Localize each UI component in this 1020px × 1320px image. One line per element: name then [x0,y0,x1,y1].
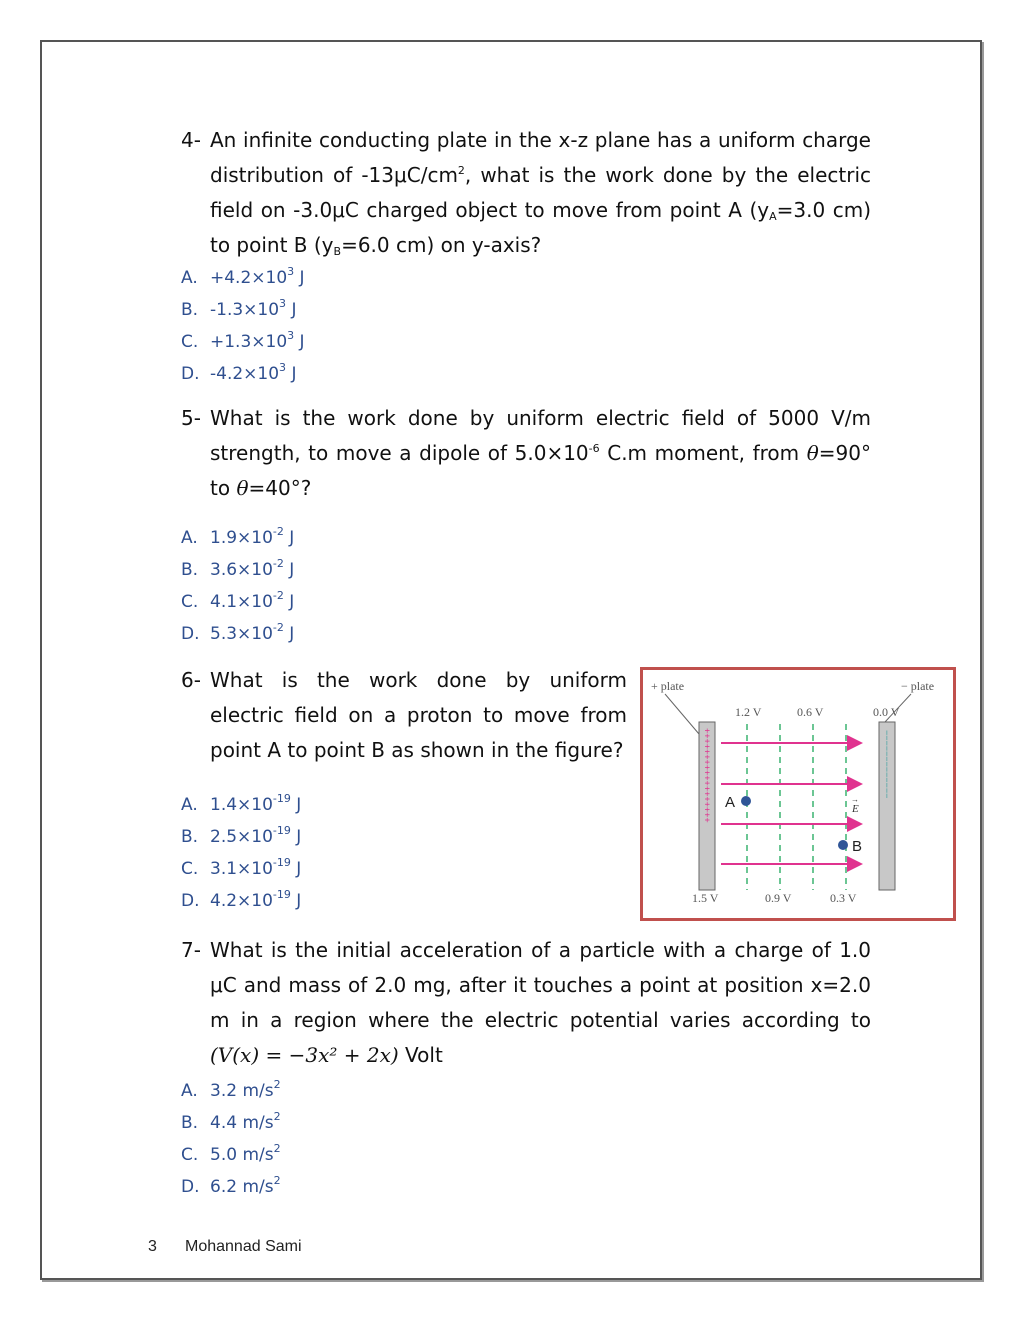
options-6 [181,789,301,917]
page-number: 3 [148,1238,157,1255]
option-a[interactable]: A. $+4.2\times 10^3$ J [181,265,305,288]
figure-svg [643,670,953,918]
plus-plate-label: + plate [651,679,685,693]
option-a[interactable]: A. 3.2 $m/s^2$ [181,1078,281,1101]
option-d[interactable]: D. $4.2\times 10^{-19}$ J [181,888,302,911]
option-c[interactable]: C. $4.1\times 10^{-2}$ J [181,589,295,612]
question-text: What is the work done by uniform electric field of 5000 V/m strength, to move a dipole of $5.0\times 10^{-6}$ C.m moment, from θ=90° to θ=40°? [210,406,871,500]
field-vector-arrow: → [851,795,859,804]
question-number: 6- [181,668,201,692]
point-a-label: A [725,794,736,811]
parallel-plates-figure [640,667,956,921]
plus-leader-line [665,694,699,734]
options-7 [181,1075,281,1203]
question-text: An infinite conducting plate in the x-z plane has a uniform charge distribution of $-13\mu C/cm^2$, what is the work done by the electric field on -3.0μC charged object to move from point A ($y_A=3.0$ cm) to point B ($y_B=6.0$ cm) on y-axis? [210,128,872,258]
question-5 [181,401,871,506]
option-c[interactable]: C. 5.0 $m/s^2$ [181,1142,281,1165]
option-b[interactable]: B. $2.5\times 10^{-19}$ J [181,824,302,847]
author-name: Mohannad Sami [185,1238,302,1255]
question-text: What is the initial acceleration of a particle with a charge of 1.0 μC and mass of 2.0 mg, after it touches a point at position x=2.0 m in a region where the electric potential varies according to (V(x) = −3x² + 2x) Volt [210,938,871,1067]
potential-label-bottom-2: 0.9 V [765,891,792,905]
option-c[interactable]: C. $+1.3\times 10^3$ J [181,329,305,352]
potential-label-bottom-1: 1.5 V [692,891,719,905]
minus-plate-label: − plate [901,679,935,693]
potential-label-top-3: 0.0 V [873,705,900,719]
option-d[interactable]: D. $5.3\times 10^{-2}$ J [181,621,295,644]
option-a[interactable]: A. $1.4\times 10^{-19}$ J [181,792,302,815]
question-6 [181,663,627,768]
point-b-label: B [852,838,863,855]
question-7 [181,933,871,1073]
potential-label-top-2: 0.6 V [797,705,824,719]
option-d[interactable]: D. $-4.2\times 10^3$ J [181,361,297,384]
point-b [838,840,848,850]
potential-label-top-1: 1.2 V [735,705,762,719]
option-c[interactable]: C. $3.1\times 10^{-19}$ J [181,856,302,879]
question-number: 4- [181,128,201,152]
option-b[interactable]: B. $3.6\times 10^{-2}$ J [181,557,295,580]
point-a [741,796,751,806]
equipotential-lines [747,724,846,890]
question-number: 7- [181,938,201,962]
field-label: E [852,803,859,815]
option-d[interactable]: D. 6.2 $m/s^2$ [181,1174,281,1197]
positive-charges: ++++++++++++++++++ [702,728,712,823]
options-5 [181,522,294,650]
option-b[interactable]: B. 4.4 $m/s^2$ [181,1110,281,1133]
negative-charges: −−−−−−−−−−−−− [882,730,892,799]
potential-label-bottom-3: 0.3 V [830,891,857,905]
question-text: What is the work done by uniform electric field on a proton to move from point A to point B as shown in the figure? [210,668,627,762]
options-4 [181,262,305,390]
question-4 [181,123,871,263]
option-b[interactable]: B. $-1.3\times 10^3$ J [181,297,297,320]
option-a[interactable]: A. $1.9\times 10^{-2}$ J [181,525,295,548]
potential-formula: (V(x) = −3x² + 2x) [210,1043,399,1067]
question-number: 5- [181,406,201,430]
